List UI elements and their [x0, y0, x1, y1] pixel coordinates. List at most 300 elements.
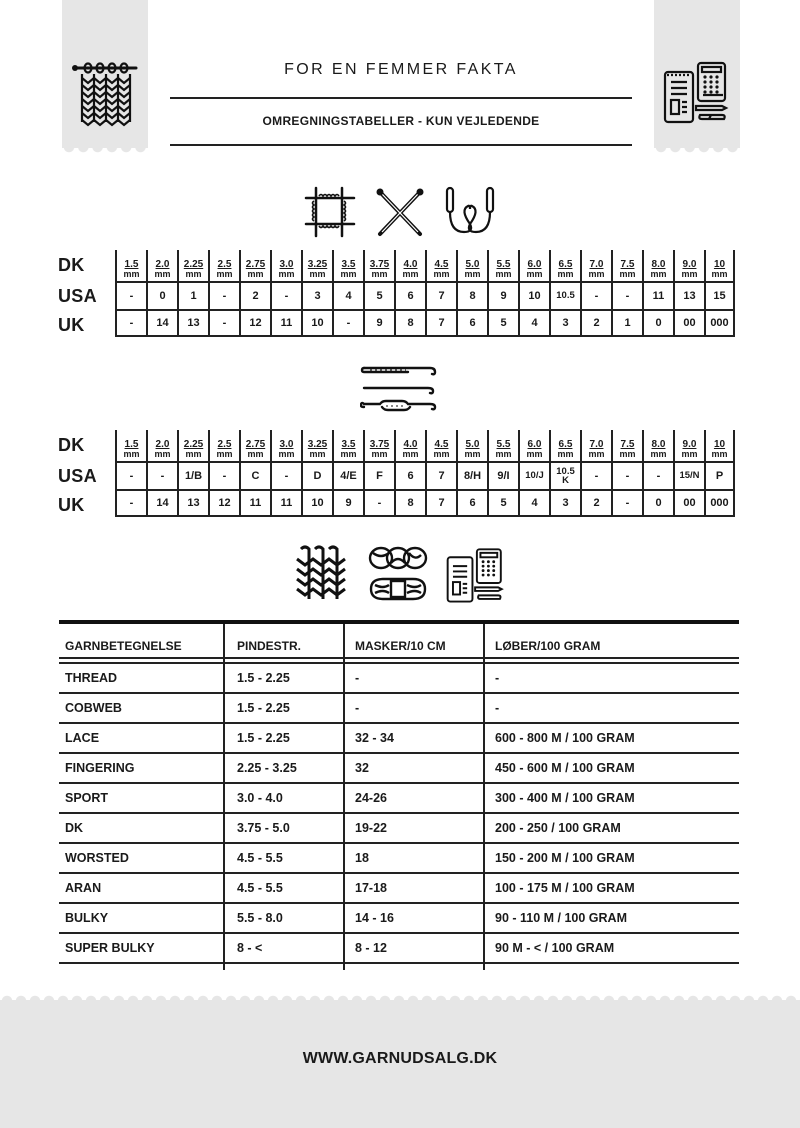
uk-size-cell: 000 — [706, 489, 733, 517]
yardage-cell: - — [483, 664, 739, 692]
unit-label: mm — [123, 269, 140, 279]
usa-size-cell: 2 — [241, 281, 270, 309]
dk-size-cell — [582, 250, 611, 281]
dk-size-cell — [334, 250, 363, 281]
unit-label: mm — [309, 269, 326, 279]
size-column — [239, 250, 270, 337]
notepad-calculator-icon — [445, 545, 507, 605]
size-column — [580, 250, 611, 337]
uk-size-cell: 00 — [675, 489, 704, 517]
unit-label: mm — [371, 449, 388, 459]
usa-size-cell: 9/I — [489, 461, 518, 489]
yardage-cell: 200 - 250 / 100 GRAM — [483, 814, 739, 842]
size-column — [642, 430, 673, 517]
usa-size-cell: F — [365, 461, 394, 489]
header-yarn-name: GARNBETEGNELSE — [65, 639, 182, 653]
dk-size-value: 5.0 — [465, 439, 480, 450]
unit-label: mm — [216, 269, 233, 279]
stitches-cell: 14 - 16 — [343, 904, 483, 932]
row-label-usa: USA — [58, 466, 97, 486]
uk-size-cell: 7 — [427, 489, 456, 517]
dk-size-value: 5.5 — [496, 439, 511, 450]
usa-size-cell: 10 — [520, 281, 549, 309]
yarn-name-cell: SPORT — [65, 791, 109, 805]
dk-size-cell — [272, 250, 301, 281]
dk-size-value: 2.0 — [155, 259, 170, 270]
dk-size-value: 4.0 — [403, 259, 418, 270]
dk-size-cell — [396, 430, 425, 461]
knit-stitches-icon — [293, 545, 351, 605]
uk-size-cell: 6 — [458, 309, 487, 337]
dk-size-value: 10 — [713, 259, 726, 270]
size-column — [394, 430, 425, 517]
dk-size-cell — [520, 430, 549, 461]
dk-size-value: 1.5 — [124, 439, 139, 450]
needle-size-cell: 5.5 - 8.0 — [223, 904, 343, 932]
page-title: FOR EN FEMMER FAKTA — [284, 61, 518, 78]
knitting-needle-stitches-icon — [72, 60, 138, 130]
usa-size-cell: 13 — [675, 281, 704, 309]
unit-label: mm — [278, 269, 295, 279]
unit-label: mm — [433, 269, 450, 279]
uk-size-cell: 11 — [272, 309, 301, 337]
crochet-hooks-icon — [360, 362, 440, 416]
circular-needle-heart-icon — [444, 186, 496, 238]
needle-size-cell: 1.5 - 2.25 — [223, 664, 343, 692]
unit-label: mm — [340, 269, 357, 279]
dk-size-cell — [644, 250, 673, 281]
uk-size-cell: 11 — [241, 489, 270, 517]
dk-size-cell — [458, 430, 487, 461]
unit-label: mm — [619, 449, 636, 459]
usa-size-cell: 9 — [489, 281, 518, 309]
dk-size-cell — [365, 430, 394, 461]
dk-size-value: 9.0 — [682, 439, 697, 450]
dk-size-cell — [706, 430, 733, 461]
dk-size-value: 6.0 — [527, 259, 542, 270]
unit-label: mm — [495, 269, 512, 279]
uk-size-cell: 13 — [179, 309, 208, 337]
yarn-name-cell: WORSTED — [65, 851, 129, 865]
dk-size-cell — [210, 250, 239, 281]
dk-size-value: 3.0 — [279, 259, 294, 270]
dk-size-cell — [179, 430, 208, 461]
unit-label: mm — [650, 269, 667, 279]
dk-size-value: 8.0 — [651, 439, 666, 450]
header-left-tab — [62, 0, 148, 148]
dk-size-cell — [396, 250, 425, 281]
dk-size-cell — [117, 250, 146, 281]
dk-size-cell — [148, 430, 177, 461]
yarn-name-cell: COBWEB — [65, 701, 122, 715]
dk-size-value: 7.5 — [620, 439, 635, 450]
footer — [0, 1000, 800, 1128]
usa-size-cell: - — [272, 281, 301, 309]
stitches-cell: 8 - 12 — [343, 934, 483, 962]
dk-size-value: 8.0 — [651, 259, 666, 270]
header-stitches: MASKER/10 CM — [343, 624, 483, 662]
dk-size-value: 2.75 — [245, 439, 266, 450]
size-column — [332, 250, 363, 337]
dk-size-cell — [303, 250, 332, 281]
yardage-cell: 90 - 110 M / 100 GRAM — [483, 904, 739, 932]
dk-size-cell — [458, 250, 487, 281]
stitches-cell: - — [343, 694, 483, 722]
dk-size-cell — [675, 430, 704, 461]
usa-size-cell: 8 — [458, 281, 487, 309]
yarn-name-cell: DK — [65, 821, 84, 835]
yarn-skeins-icon — [367, 545, 429, 605]
size-column — [332, 430, 363, 517]
unit-label: mm — [185, 449, 202, 459]
uk-size-cell: 6 — [458, 489, 487, 517]
size-column — [208, 250, 239, 337]
uk-size-cell: 10 — [303, 309, 332, 337]
dk-size-cell — [272, 430, 301, 461]
uk-size-cell: - — [117, 489, 146, 517]
size-column — [146, 250, 177, 337]
table-row — [59, 844, 739, 874]
dk-size-cell — [489, 250, 518, 281]
unit-label: mm — [247, 449, 264, 459]
dk-size-value: 2.5 — [217, 439, 232, 450]
unit-label: mm — [588, 449, 605, 459]
size-column — [549, 430, 580, 517]
dk-size-cell — [241, 250, 270, 281]
stitches-cell: 19-22 — [343, 814, 483, 842]
dk-size-cell — [241, 430, 270, 461]
uk-size-cell: 5 — [489, 309, 518, 337]
dk-size-cell — [551, 430, 580, 461]
needle-size-cell: 3.0 - 4.0 — [223, 784, 343, 812]
stitches-cell: 17-18 — [343, 874, 483, 902]
usa-size-cell: 8/H — [458, 461, 487, 489]
usa-size-cell: D — [303, 461, 332, 489]
unit-label: mm — [402, 269, 419, 279]
knitting-icons — [0, 186, 800, 238]
usa-size-cell: - — [582, 281, 611, 309]
dk-size-value: 3.25 — [307, 259, 328, 270]
table-row — [59, 814, 739, 844]
size-column — [177, 250, 208, 337]
uk-size-cell: 3 — [551, 489, 580, 517]
size-column — [456, 430, 487, 517]
uk-size-cell: 13 — [179, 489, 208, 517]
uk-size-cell: 00 — [675, 309, 704, 337]
header-right-tab — [654, 0, 740, 148]
yardage-cell: 450 - 600 M / 100 GRAM — [483, 754, 739, 782]
uk-size-cell: 000 — [706, 309, 733, 337]
size-column — [611, 430, 642, 517]
row-label-usa: USA — [58, 286, 97, 306]
dk-size-value: 2.25 — [183, 259, 204, 270]
uk-size-cell: 12 — [210, 489, 239, 517]
table-row — [59, 694, 739, 724]
usa-size-cell: 15/N — [675, 461, 704, 489]
dk-size-cell — [117, 430, 146, 461]
unit-label: mm — [526, 269, 543, 279]
row-label-uk: UK — [58, 315, 85, 335]
size-column — [270, 430, 301, 517]
dk-size-cell — [427, 250, 456, 281]
subtitle-divider — [170, 144, 632, 146]
usa-size-cell: - — [644, 461, 673, 489]
stitches-cell: - — [343, 664, 483, 692]
dk-size-value: 2.0 — [155, 439, 170, 450]
size-column — [549, 250, 580, 337]
usa-size-cell: 10.5 — [551, 281, 580, 309]
unit-label: mm — [526, 449, 543, 459]
row-label-dk: DK — [58, 435, 85, 455]
usa-size-cell: - — [582, 461, 611, 489]
usa-size-part: K — [562, 475, 569, 486]
usa-size-cell: C — [241, 461, 270, 489]
stitches-cell: 18 — [343, 844, 483, 872]
uk-size-cell: - — [334, 309, 363, 337]
needle-size-cell: 3.75 - 5.0 — [223, 814, 343, 842]
dk-size-value: 3.75 — [369, 259, 390, 270]
usa-size-cell: - — [117, 461, 146, 489]
table-row — [59, 874, 739, 904]
uk-size-cell: 9 — [365, 309, 394, 337]
usa-size-cell: - — [613, 281, 642, 309]
unit-label: mm — [340, 449, 357, 459]
dk-size-value: 3.5 — [341, 259, 356, 270]
yarn-icons — [0, 545, 800, 605]
yarn-name-cell: BULKY — [65, 911, 109, 925]
usa-size-cell: 4 — [334, 281, 363, 309]
dk-size-value: 2.5 — [217, 259, 232, 270]
uk-size-cell: - — [613, 489, 642, 517]
size-column — [115, 250, 146, 337]
usa-size-cell: 7 — [427, 461, 456, 489]
uk-size-cell: 5 — [489, 489, 518, 517]
stitches-cell: 24-26 — [343, 784, 483, 812]
usa-size-cell: 0 — [148, 281, 177, 309]
dk-size-cell — [582, 430, 611, 461]
size-column — [518, 250, 549, 337]
needle-size-cell: 1.5 - 2.25 — [223, 724, 343, 752]
size-column — [363, 430, 394, 517]
page-subtitle: OMREGNINGSTABELLER - KUN VEJLEDENDE — [262, 114, 540, 128]
uk-size-cell: 8 — [396, 309, 425, 337]
yarn-name-cell: THREAD — [65, 671, 118, 685]
size-column — [580, 430, 611, 517]
dk-size-cell — [520, 250, 549, 281]
needle-size-cell: 1.5 - 2.25 — [223, 694, 343, 722]
uk-size-cell: 10 — [303, 489, 332, 517]
table-row — [59, 934, 739, 964]
uk-size-cell: 2 — [582, 309, 611, 337]
usa-size-cell: P — [706, 461, 733, 489]
header-needle-size: PINDESTR. — [223, 624, 343, 662]
dk-size-cell — [613, 430, 642, 461]
table-row — [59, 784, 739, 814]
stitches-cell: 32 - 34 — [343, 724, 483, 752]
needle-size-cell: 2.25 - 3.25 — [223, 754, 343, 782]
yarn-name-cell: SUPER BULKY — [65, 941, 155, 955]
yardage-cell: 150 - 200 M / 100 GRAM — [483, 844, 739, 872]
size-column — [425, 430, 456, 517]
table-row — [59, 904, 739, 934]
size-column — [177, 430, 208, 517]
size-column — [208, 430, 239, 517]
uk-size-cell: 2 — [582, 489, 611, 517]
dk-size-value: 3.5 — [341, 439, 356, 450]
scallop-edge — [654, 147, 740, 153]
dk-size-value: 7.5 — [620, 259, 635, 270]
header-yardage: LØBER/100 GRAM — [483, 624, 739, 662]
size-column — [301, 430, 332, 517]
crossed-knitting-needles-icon — [374, 186, 426, 238]
uk-size-cell: 14 — [148, 309, 177, 337]
unit-label: mm — [433, 449, 450, 459]
uk-size-cell: 1 — [613, 309, 642, 337]
dk-size-value: 6.5 — [558, 259, 573, 270]
size-column — [611, 250, 642, 337]
unit-label: mm — [681, 449, 698, 459]
dk-size-value: 4.0 — [403, 439, 418, 450]
table-tail — [59, 964, 739, 970]
website-link[interactable]: WWW.GARNUDSALG.DK — [302, 1050, 498, 1067]
unit-label: mm — [588, 269, 605, 279]
uk-size-cell: 14 — [148, 489, 177, 517]
unit-label: mm — [402, 449, 419, 459]
dk-size-cell — [706, 250, 733, 281]
yardage-cell: 300 - 400 M / 100 GRAM — [483, 784, 739, 812]
dk-size-cell — [489, 430, 518, 461]
size-column — [270, 250, 301, 337]
size-column — [425, 250, 456, 337]
unit-label: mm — [278, 449, 295, 459]
dk-size-cell — [551, 250, 580, 281]
size-column — [301, 250, 332, 337]
row-label-dk: DK — [58, 255, 85, 275]
yardage-cell: 600 - 800 M / 100 GRAM — [483, 724, 739, 752]
yardage-cell: 100 - 175 M / 100 GRAM — [483, 874, 739, 902]
size-column — [704, 430, 735, 517]
needle-size-cell: 8 - < — [223, 934, 343, 962]
yarn-weight-table — [59, 620, 739, 970]
size-column — [642, 250, 673, 337]
title-divider — [170, 97, 632, 99]
size-column — [456, 250, 487, 337]
needle-size-cell: 4.5 - 5.5 — [223, 874, 343, 902]
unit-label: mm — [216, 449, 233, 459]
size-column — [363, 250, 394, 337]
unit-label: mm — [619, 269, 636, 279]
unit-label: mm — [123, 449, 140, 459]
usa-size-cell: - — [272, 461, 301, 489]
usa-size-cell: - — [613, 461, 642, 489]
yarn-name-cell: LACE — [65, 731, 100, 745]
size-column — [487, 430, 518, 517]
needle-size-cell: 4.5 - 5.5 — [223, 844, 343, 872]
uk-size-cell: 11 — [272, 489, 301, 517]
table-header-row — [59, 624, 739, 664]
dk-size-value: 5.0 — [465, 259, 480, 270]
usa-size-cell: 5 — [365, 281, 394, 309]
dk-size-cell — [365, 250, 394, 281]
usa-size-cell: - — [117, 281, 146, 309]
notepad-calculator-icon — [662, 60, 732, 124]
dk-size-cell — [210, 430, 239, 461]
dk-size-cell — [644, 430, 673, 461]
unit-label: mm — [557, 269, 574, 279]
unit-label: mm — [681, 269, 698, 279]
dk-size-cell — [613, 250, 642, 281]
dk-size-value: 7.0 — [589, 439, 604, 450]
usa-size-cell: - — [148, 461, 177, 489]
dk-size-value: 7.0 — [589, 259, 604, 270]
dk-size-value: 4.5 — [434, 439, 449, 450]
usa-size-cell: - — [210, 461, 239, 489]
size-column — [487, 250, 518, 337]
unit-label: mm — [247, 269, 264, 279]
usa-size-cell: 3 — [303, 281, 332, 309]
table-row — [59, 724, 739, 754]
size-column — [673, 430, 704, 517]
unit-label: mm — [154, 269, 171, 279]
usa-size-cell: 1 — [179, 281, 208, 309]
uk-size-cell: - — [210, 309, 239, 337]
unit-label: mm — [711, 449, 728, 459]
unit-label: mm — [711, 269, 728, 279]
usa-size-cell: 11 — [644, 281, 673, 309]
dk-size-value: 5.5 — [496, 259, 511, 270]
dk-size-cell — [334, 430, 363, 461]
dk-size-value: 9.0 — [682, 259, 697, 270]
yarn-name-cell: FINGERING — [65, 761, 135, 775]
usa-size-cell: 6 — [396, 281, 425, 309]
uk-size-cell: 0 — [644, 489, 673, 517]
uk-size-cell: 4 — [520, 489, 549, 517]
row-label-uk: UK — [58, 495, 85, 515]
unit-label: mm — [154, 449, 171, 459]
dk-size-cell — [427, 430, 456, 461]
dk-size-value: 6.0 — [527, 439, 542, 450]
uk-size-cell: 7 — [427, 309, 456, 337]
usa-size-cell: 1/B — [179, 461, 208, 489]
usa-size-cell — [551, 461, 580, 489]
dk-size-cell — [148, 250, 177, 281]
table-row — [59, 664, 739, 694]
unit-label: mm — [464, 449, 481, 459]
dk-size-value: 4.5 — [434, 259, 449, 270]
dk-size-value: 6.5 — [558, 439, 573, 450]
unit-label: mm — [650, 449, 667, 459]
dk-size-value: 2.75 — [245, 259, 266, 270]
yarn-name-cell: ARAN — [65, 881, 102, 895]
usa-size-cell: 6 — [396, 461, 425, 489]
dk-size-cell — [179, 250, 208, 281]
size-column — [704, 250, 735, 337]
size-column — [115, 430, 146, 517]
usa-size-cell: 7 — [427, 281, 456, 309]
usa-size-cell: - — [210, 281, 239, 309]
size-column — [146, 430, 177, 517]
usa-size-cell: 4/E — [334, 461, 363, 489]
dk-size-value: 1.5 — [124, 259, 139, 270]
uk-size-cell: 3 — [551, 309, 580, 337]
dk-size-cell — [675, 250, 704, 281]
uk-size-cell: 4 — [520, 309, 549, 337]
dk-size-value: 2.25 — [183, 439, 204, 450]
usa-size-cell: 10/J — [520, 461, 549, 489]
knitting-frame-icon — [304, 186, 356, 238]
usa-size-part: 10.5 — [556, 465, 575, 477]
unit-label: mm — [185, 269, 202, 279]
